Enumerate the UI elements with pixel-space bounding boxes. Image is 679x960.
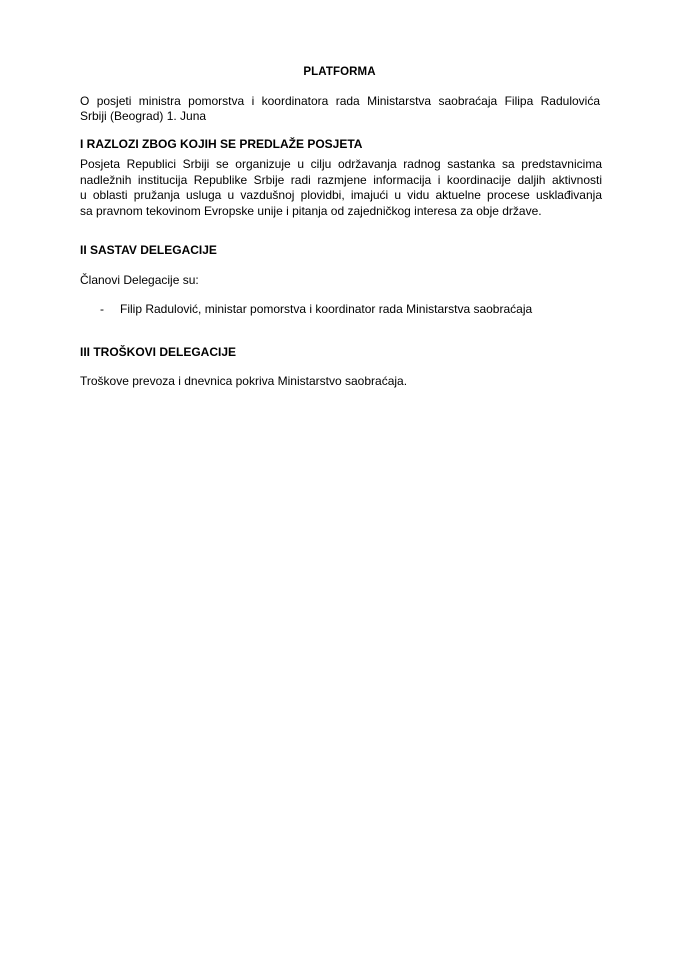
document-title: PLATFORMA: [303, 66, 376, 78]
costs-text: Troškove prevoza i dnevnica pokriva Ministarstvo saobraćaja.: [80, 374, 408, 388]
members-label: Članovi Delegacije su:: [80, 273, 199, 287]
member-text: Filip Radulović, ministar pomorstva i koordinator rada Ministarstva saobraćaja: [120, 302, 533, 316]
section-heading-delegation: II SASTAV DELEGACIJE: [80, 243, 217, 257]
section-heading-reasons: I RAZLOZI ZBOG KOJIH SE PREDLAŽE POSJETA: [80, 137, 363, 151]
paragraph-line: u oblasti pružanja usluga u vazdušnoj plovidbi, imajući u vidu aktuelne procese usklađivanja: [80, 188, 602, 202]
section-reasons-paragraph: [80, 157, 602, 219]
intro-line-1: O posjeti ministra pomorstva i koordinatora rada Ministarstva saobraćaja Filipa Radulovića: [80, 94, 600, 108]
section-heading-costs: III TROŠKOVI DELEGACIJE: [80, 345, 237, 359]
paragraph-line: nadležnih institucija Republike Srbije radi razmjene informacija i koordinacije daljih aktivnosti: [80, 172, 602, 187]
document-intro: [80, 94, 600, 124]
paragraph-line: sa pravnom tekovinom Evropske unije i pitanja od zajedničkog interesa za obje države.: [80, 203, 542, 218]
paragraph-line: Posjeta Republici Srbiji se organizuje u cilju održavanja radnog sastanka sa predstavnicima: [80, 157, 602, 171]
intro-line-2: Srbiji (Beograd) 1. Juna: [80, 109, 207, 123]
list-bullet: -: [100, 302, 104, 316]
list-item: [100, 302, 532, 316]
